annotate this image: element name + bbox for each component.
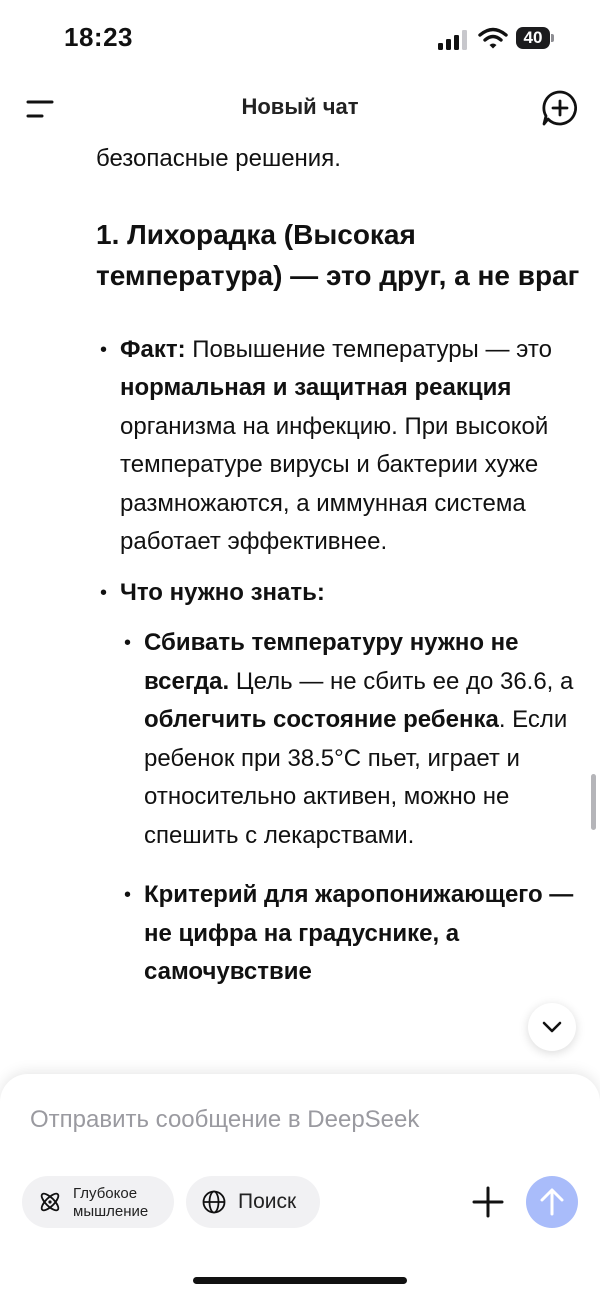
search-label: Поиск	[238, 1190, 297, 1213]
fact-text-2: организма на инфекцию. При высокой температуре вирусы и бактерии хуже размножаются, а иммунная система работает эффективнее.	[120, 412, 549, 555]
sub1-text-1: Цель — не сбить ее до 36.6, а	[229, 667, 574, 695]
sub1-text-2: . Если ребенок при 38.5°C пьет, играет и относительно активен, можно не спешить с лекарствами.	[144, 706, 568, 849]
sub1-bold-2: облегчить состояние ребенка	[144, 706, 499, 733]
fact-bullet	[96, 331, 581, 562]
assistant-message	[96, 140, 581, 992]
sub-bullet-fever-reduction	[96, 624, 581, 855]
chevron-down-icon	[528, 1003, 576, 1051]
sub1-bold-1: Сбивать температуру нужно не всегда.	[144, 629, 519, 695]
battery-tip	[551, 34, 554, 42]
cellular-signal-icon	[438, 30, 468, 50]
search-toggle-button[interactable]	[186, 1176, 320, 1228]
new-chat-plus-icon[interactable]	[540, 88, 580, 128]
battery-icon	[516, 27, 554, 51]
chat-header	[0, 80, 600, 140]
need-to-know-bullet	[96, 574, 581, 613]
scroll-to-bottom-button[interactable]	[528, 1003, 576, 1051]
message-intro: безопасные решения.	[96, 145, 341, 172]
fact-label: Факт:	[120, 335, 186, 363]
fact-text-1: Повышение температуры — это	[185, 335, 552, 363]
message-input[interactable]	[30, 1102, 570, 1138]
sub2-bold-1: Критерий для жаропонижающего — не цифра на градуснике, а самочувствие	[144, 881, 574, 985]
home-indicator	[193, 1277, 407, 1284]
message-composer	[0, 1074, 600, 1297]
deep-thinking-label: Глубокое мышление	[73, 1185, 149, 1220]
send-button[interactable]	[526, 1176, 578, 1228]
wifi-icon	[478, 26, 508, 50]
scroll-indicator[interactable]	[591, 774, 596, 830]
status-time: 18:23	[64, 22, 133, 52]
battery-level: 40	[516, 27, 550, 49]
fact-bold-1: нормальная и защитная реакция	[120, 374, 512, 401]
need-to-know-label: Что нужно знать:	[120, 578, 325, 606]
section-heading: 1. Лихорадка (Высокая температура) — это друг, а не враг	[96, 218, 580, 291]
plus-icon[interactable]	[468, 1182, 508, 1222]
globe-icon	[202, 1190, 226, 1214]
arrow-up-icon	[526, 1176, 578, 1228]
chat-title: Новый чат	[241, 94, 359, 119]
status-bar	[0, 0, 600, 80]
atom-icon	[38, 1190, 62, 1214]
deep-thinking-button[interactable]	[22, 1176, 174, 1228]
sub-bullet-antipyretic-criterion	[96, 876, 581, 992]
